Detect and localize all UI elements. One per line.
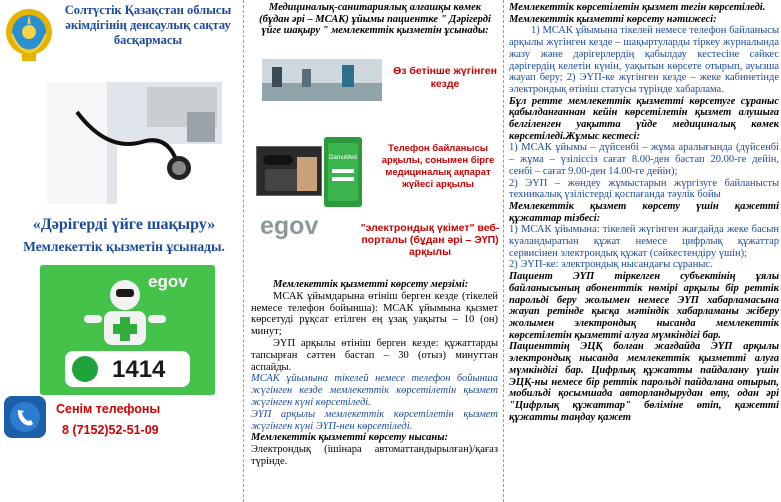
- organization-name: Солтүстік Қазақстан облысы әкімдігінің денсаулық сақтау басқармасы: [64, 3, 232, 47]
- brochure-column-details: [503, 0, 781, 502]
- trust-phone-label: Сенім телефоны: [56, 402, 161, 416]
- egov-logo-text: egov: [260, 212, 319, 240]
- walkin-channel-label: Өз бетінше жүгінген кезде: [393, 65, 497, 90]
- schedule-heading: Бұл ретте мемлекеттік қызметті көрсетуге сұраныс қабылданғаннан кейін көрсетілетін қызмет алушыға белгіленген уақытта үйде медициналық көмек көрсетіледі.Жұмыс кестесі:: [509, 95, 779, 142]
- doctor-stethoscope-image: [47, 82, 222, 204]
- term-paragraph-1: МСАК ұйымдарына өтініш берген кезде (тікелей немесе телефон бойынша): МСАК ұйымына қызмет көрсетуді рұқсат етілген ең ұзақ уақыты – 10 (он) минут;: [251, 290, 498, 338]
- brochure-column-cover: [0, 0, 243, 502]
- form-text: Электрондық (ішінара автоматтандырылған)/қағаз түрінде.: [251, 444, 498, 467]
- damumed-text: DamuMed: [329, 155, 357, 161]
- details-section: [509, 2, 779, 423]
- trust-phone-number[interactable]: 8 (7152)52-51-09: [62, 423, 159, 437]
- term-heading: Мемлекеттік қызметті көрсету мерзімі:: [273, 279, 469, 290]
- kazakhstan-emblem-icon: [4, 4, 54, 64]
- damumed-app-image: [324, 137, 362, 207]
- free-service-note: Мемлекеттік көрсетілетін қызмет тегін көрсетіледі.: [509, 2, 766, 13]
- schedule-item-2: 2) ЭҮП – жөндеу жұмыстарын жүргізуге байланысты техникалық үзілістерді қоспағанда тәулік бойы: [509, 177, 779, 201]
- otp-note: Пациент ЭҮП тіркелген субъектінің ұялы байланысының абоненттік нөмірі арқылы бір реттік парольді беру жолымен немесе ЭҮП хабарламасына жауап ретінде қысқа мәтіндік хабарламаны жіберу жолымен электрондық нысанда мемлекеттік көрсетілетін қызметті алуға мүмкіндігі бар.: [509, 271, 779, 341]
- documents-heading: Мемлекеттік қызмет көрсету үшін қажетті құжаттар тізбесі:: [509, 200, 779, 224]
- call-number: 1414: [112, 356, 166, 383]
- egov-logo: [260, 212, 346, 240]
- desk-phone-image: [256, 146, 322, 196]
- digital-signature-note: Пациенттің ЭЦҚ болған жағдайда ЭҮП арқылы электрондық нысанда мемлекеттік қызметті алуға мүмкіндігі бар. Цифрлық құжатты пайдалану үшін ЭЦҚ-ны немесе бір реттік парольді пайдалана отырып, мобильді қосымшада авторландырудан өту, одан әрі "Цифрлық құжаттар" бөліміне өтіп, қажетті құжатты таңдау қажет: [509, 341, 779, 423]
- brochure-column-channels: [243, 0, 503, 502]
- clinic-reception-image: [262, 59, 382, 101]
- egov-robot-image: [40, 265, 215, 395]
- documents-item-2: 2) ЭҮП-ке: электрондық нысандағы сұраныс.: [509, 259, 713, 271]
- documents-item-1: 1) МСАК ұйымына: тікелей жүгінген жағдайда жеке басын куәландыратын құжат немесе цифрлық құжаттар сервисінен электрондық құжат (сәйкестендіру үшін);: [509, 224, 779, 259]
- egov-brand-text: egov: [148, 272, 188, 291]
- phone-channel-label: Телефон байланысы арқылы, сонымен бірге медициналық ақпарат жүйесі арқылы: [381, 143, 495, 190]
- result-text: 1) МСАК ұйымына тікелей немесе телефон байланысы арқылы жүгінген кезде – шақыртуларды тіркеу журналында жазу және дәрігерлердің қабылдау кестесіне сәйкес дәрігердің келетін күнін, уақытын көрсете отырып, ауызша жауап беру; 2) ЭҮП-ке жүгінген кезде – жеке кабинетінде электрондық өтініш статусы түрінде хабарлама.: [509, 25, 779, 95]
- form-heading: Мемлекеттік қызметті көрсету нысаны:: [251, 432, 449, 444]
- portal-channel-label: "электрондық үкімет" веб-порталы (бұдан әрі – ЭҮП) арқылы: [360, 222, 500, 258]
- term-paragraph-3: МСАК ұйымына тікелей немесе телефон бойынша жүгінген кезде мемлекеттік көрсетілетін қызмет жүгінген күні көрсетіледі.: [251, 373, 498, 408]
- intro-paragraph: Медициналық-санитариялық алғашқы көмек (бұдан әрі – МСАК) ұйымы пациентке " Дәрігерді үйге шақыру " мемлекеттік қызметін ұсынады:: [259, 2, 491, 36]
- result-heading: Мемлекеттік қызметті көрсету нәтижесі:: [509, 13, 717, 25]
- schedule-item-1: 1) МСАК ұйымы – дүйсенбі – жұма аралығында (дүйсенбі – жұма – үзіліссіз сағат 8.00-ден бастап 20.00-ге дейін, сенбі – сағат 9.00-ден 14.00-ге дейін);: [509, 142, 779, 177]
- service-subtitle: Мемлекеттік қызметін ұсынады.: [23, 239, 225, 254]
- term-paragraph-4: ЭҮП арқылы мемлекеттік көрсетілетін қызмет жүгінген күні ЭҮП-нен көрсетіледі.: [251, 408, 498, 432]
- service-title: «Дәрігерді үйге шақыру»: [32, 216, 216, 233]
- phone-icon: [4, 396, 46, 438]
- service-term-section: [251, 279, 498, 468]
- term-paragraph-2: ЭҮП арқылы өтініш берген кезде: құжаттарды тапсырған сәттен бастап – 30 (отыз) минуттан аспайды.: [251, 337, 498, 373]
